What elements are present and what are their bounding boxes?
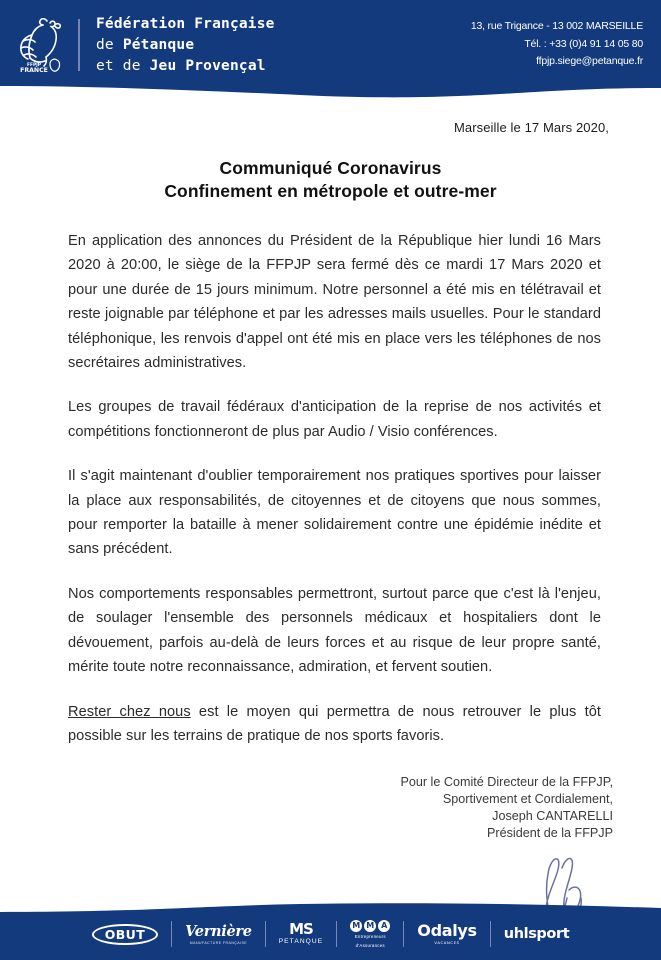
sponsor-separator — [336, 921, 337, 947]
federation-line-1: Fédération Française — [96, 15, 275, 32]
mma-letter: M — [364, 920, 376, 932]
header-contact-info — [471, 18, 643, 71]
contact-email[interactable]: ffpjp.siege@petanque.fr — [536, 55, 643, 67]
obut-logo: OBUT — [92, 924, 158, 945]
mma-letter: M — [350, 920, 362, 932]
paragraph: En application des annonces du Président de la République hier lundi 16 Mars 2020 à 20:00, le siège de la FFPJP sera fermé dès ce mardi 17 Mars 2020 et pour une durée de 15 jours minimum. Notre personnel a été mis en télétravail et reste joignable par téléphone et par les adresses mails usuelles. Pour le standard téléphonique, les renvois d'appel ont été mis en place vers les téléphones de nos secrétaires administratives. — [68, 233, 601, 372]
verniere-logo: Vernière MANUFACTURE FRANÇAISE — [185, 923, 252, 945]
date-line: Marseille le 17 Mars 2020, — [453, 120, 609, 135]
stay-home-emphasis: Rester chez nous — [68, 703, 191, 720]
signature-block — [0, 774, 613, 842]
title-line-1: Communiqué Coronavirus — [219, 158, 442, 178]
signer-role: Président de la FFPJP — [487, 826, 613, 841]
sponsor-mma[interactable] — [350, 917, 390, 951]
paragraph-final — [68, 700, 601, 749]
sponsor-strip — [0, 908, 661, 960]
document-body — [0, 108, 661, 932]
sponsor-ms-petanque[interactable] — [279, 917, 324, 951]
sponsor-separator — [171, 921, 172, 947]
ms-petanque-logo: MS PETANQUE — [278, 920, 324, 946]
signature-line-2: Sportivement et Cordialement, — [442, 792, 613, 807]
uhlsport-logo: uhlsport — [503, 926, 570, 942]
federation-line-3: et de Jeu Provençal — [96, 57, 266, 74]
mma-logo — [350, 920, 390, 948]
sponsor-separator — [403, 921, 404, 947]
body-text — [68, 229, 601, 748]
sponsor-separator — [490, 921, 491, 947]
signature-line-1: Pour le Comité Directeur de la FFPJP, — [400, 775, 613, 790]
sponsor-verniere[interactable] — [185, 917, 252, 951]
svg-text:FFPJP: FFPJP — [26, 63, 42, 68]
header-divider — [78, 19, 80, 71]
paragraph: Il s'agit maintenant d'oublier temporairement nos pratiques sportives pour laisser la place aux responsabilités, de citoyennes et de citoyens que nous sommes, pour remporter la bataille à mener solidairement contre une épidémie inédite et sans précédent. — [68, 468, 601, 558]
contact-address: 13, rue Trigance - 13 002 MARSEILLE — [470, 20, 643, 32]
contact-phone: Tél. : +33 (0)4 91 14 05 80 — [524, 37, 643, 50]
title-line-2: Confinement en métropole et outre-mer — [164, 181, 497, 201]
sponsor-odalys[interactable] — [417, 917, 477, 951]
ffpjp-logo — [10, 14, 72, 76]
signer-name: Joseph CANTARELLI — [492, 809, 613, 824]
paragraph: Les groupes de travail fédéraux d'anticipation de la reprise de nos activités et compétitions fonctionneront de plus par Audio / Visio conférences. — [68, 399, 601, 440]
mma-letter: A — [378, 920, 390, 932]
federation-line-2: de Pétanque — [96, 36, 195, 53]
page-footer — [0, 898, 661, 960]
svg-text:FRANCE: FRANCE — [20, 67, 48, 74]
final-paragraph-rest: est le moyen qui permettra de nous retrouver le plus tôt possible sur les terrains de pratique de nos sports favoris. — [68, 703, 601, 744]
mma-tagline-1: Entrepreneurs — [354, 934, 386, 940]
sponsor-separator — [265, 921, 266, 947]
rooster-icon — [14, 14, 68, 76]
sponsor-obut[interactable] — [92, 917, 158, 951]
page-header — [0, 0, 661, 108]
odalys-logo: Odalys VACANCES — [417, 921, 477, 945]
page-title — [40, 157, 621, 203]
mma-tagline-2: d'Assurances — [355, 942, 385, 948]
federation-title — [96, 14, 275, 77]
verniere-tagline: MANUFACTURE FRANÇAISE — [189, 941, 248, 945]
paragraph: Nos comportements responsables permettront, surtout parce que c'est là l'enjeu, de soulager l'ensemble des personnels médicaux et hospitaliers dont le dévouement, parfois au-delà de leurs forces et au risque de leur propre santé, mérite toute notre reconnaissance, admiration, et fervent soutien. — [68, 585, 601, 676]
odalys-tagline: VACANCES — [434, 939, 460, 945]
mma-circles — [350, 920, 390, 932]
sponsor-uhlsport[interactable] — [504, 917, 569, 951]
